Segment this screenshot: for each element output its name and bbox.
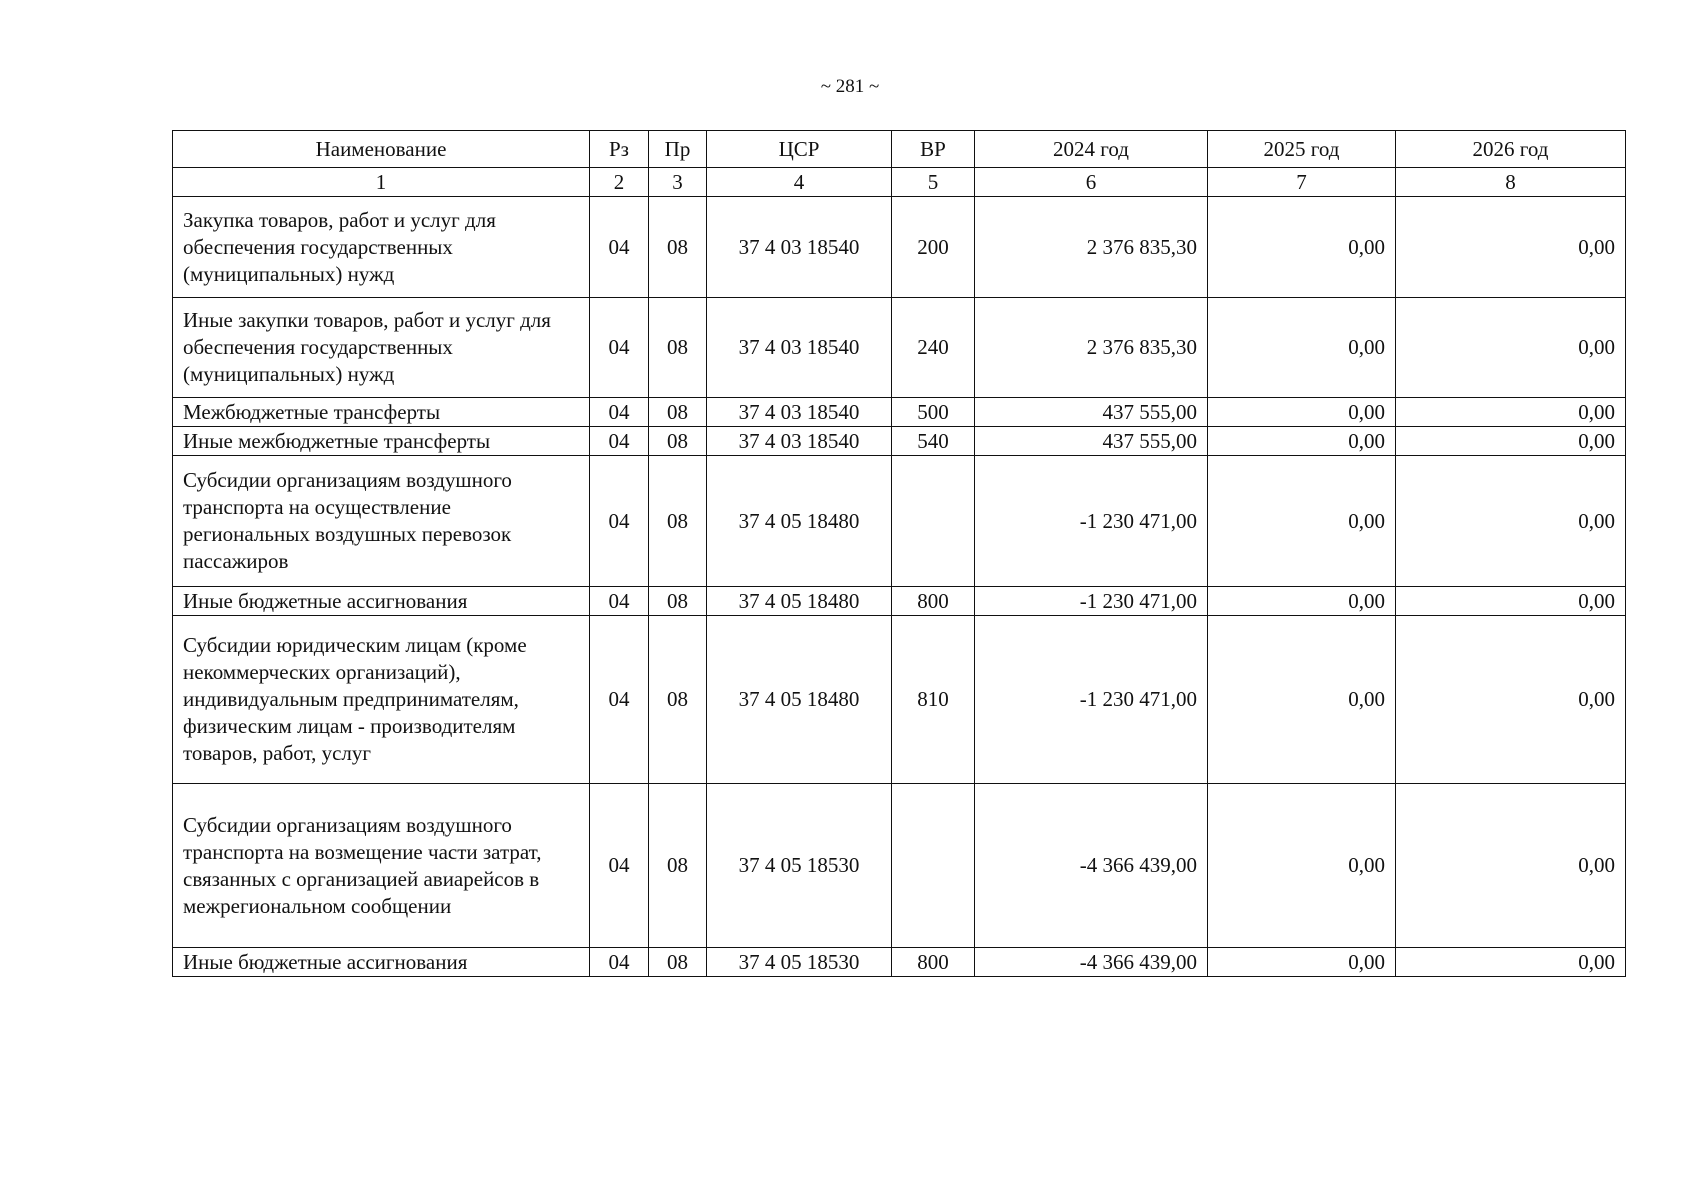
cell-2024: 2 376 835,30	[975, 298, 1208, 398]
col-number: 6	[975, 168, 1208, 197]
cell-name: Субсидии организациям воздушного транспорта на возмещение части затрат, связанных с организацией авиарейсов в межрегиональном сообщении	[173, 784, 590, 948]
table-row	[173, 587, 1626, 616]
table-row	[173, 948, 1626, 977]
cell-2024: -1 230 471,00	[975, 456, 1208, 587]
cell-2025: 0,00	[1208, 784, 1396, 948]
cell-2026: 0,00	[1396, 298, 1626, 398]
cell-2025: 0,00	[1208, 587, 1396, 616]
cell-2024: -4 366 439,00	[975, 784, 1208, 948]
cell-2025: 0,00	[1208, 616, 1396, 784]
cell-name: Иные бюджетные ассигнования	[173, 948, 590, 977]
cell-2026: 0,00	[1396, 456, 1626, 587]
table-row	[173, 398, 1626, 427]
cell-csr: 37 4 05 18530	[707, 784, 892, 948]
cell-2025: 0,00	[1208, 948, 1396, 977]
col-header-2026: 2026 год	[1396, 131, 1626, 168]
col-header-name: Наименование	[173, 131, 590, 168]
table-row	[173, 616, 1626, 784]
cell-vr: 500	[892, 398, 975, 427]
col-number: 3	[649, 168, 707, 197]
cell-name: Иные закупки товаров, работ и услуг для обеспечения государственных (муниципальных) нужд	[173, 298, 590, 398]
col-header-pr: Пр	[649, 131, 707, 168]
table-row	[173, 298, 1626, 398]
cell-rz: 04	[590, 948, 649, 977]
cell-2026: 0,00	[1396, 784, 1626, 948]
col-number: 1	[173, 168, 590, 197]
cell-vr	[892, 784, 975, 948]
table-row	[173, 197, 1626, 298]
cell-pr: 08	[649, 197, 707, 298]
budget-table	[172, 130, 1626, 977]
cell-rz: 04	[590, 298, 649, 398]
col-header-vr: ВР	[892, 131, 975, 168]
cell-vr: 810	[892, 616, 975, 784]
cell-rz: 04	[590, 398, 649, 427]
cell-2024: -1 230 471,00	[975, 616, 1208, 784]
cell-rz: 04	[590, 784, 649, 948]
cell-2024: -4 366 439,00	[975, 948, 1208, 977]
cell-2026: 0,00	[1396, 427, 1626, 456]
cell-name: Межбюджетные трансферты	[173, 398, 590, 427]
col-number: 8	[1396, 168, 1626, 197]
col-header-rz: Рз	[590, 131, 649, 168]
cell-pr: 08	[649, 298, 707, 398]
table-row	[173, 784, 1626, 948]
table-row	[173, 456, 1626, 587]
cell-pr: 08	[649, 948, 707, 977]
cell-vr: 800	[892, 587, 975, 616]
cell-vr: 240	[892, 298, 975, 398]
col-header-2024: 2024 год	[975, 131, 1208, 168]
column-number-row	[173, 168, 1626, 197]
cell-name: Закупка товаров, работ и услуг для обеспечения государственных (муниципальных) нужд	[173, 197, 590, 298]
cell-name: Субсидии юридическим лицам (кроме некоммерческих организаций), индивидуальным предпринимателям, физическим лицам - производителям товаров, работ, услуг	[173, 616, 590, 784]
col-number: 4	[707, 168, 892, 197]
cell-csr: 37 4 03 18540	[707, 298, 892, 398]
cell-2026: 0,00	[1396, 197, 1626, 298]
cell-pr: 08	[649, 616, 707, 784]
cell-rz: 04	[590, 427, 649, 456]
col-number: 2	[590, 168, 649, 197]
cell-2025: 0,00	[1208, 398, 1396, 427]
cell-csr: 37 4 05 18480	[707, 616, 892, 784]
cell-vr: 200	[892, 197, 975, 298]
cell-csr: 37 4 03 18540	[707, 398, 892, 427]
cell-2026: 0,00	[1396, 616, 1626, 784]
cell-2024: 437 555,00	[975, 398, 1208, 427]
cell-csr: 37 4 03 18540	[707, 427, 892, 456]
cell-2026: 0,00	[1396, 587, 1626, 616]
cell-2024: 437 555,00	[975, 427, 1208, 456]
cell-vr	[892, 456, 975, 587]
cell-vr: 540	[892, 427, 975, 456]
cell-2026: 0,00	[1396, 398, 1626, 427]
header-row	[173, 131, 1626, 168]
cell-csr: 37 4 05 18480	[707, 587, 892, 616]
cell-2025: 0,00	[1208, 298, 1396, 398]
cell-name: Иные межбюджетные трансферты	[173, 427, 590, 456]
cell-2024: -1 230 471,00	[975, 587, 1208, 616]
cell-pr: 08	[649, 784, 707, 948]
cell-rz: 04	[590, 616, 649, 784]
cell-2025: 0,00	[1208, 197, 1396, 298]
page-number: ~ 281 ~	[820, 76, 880, 97]
col-header-2025: 2025 год	[1208, 131, 1396, 168]
cell-pr: 08	[649, 456, 707, 587]
cell-name: Субсидии организациям воздушного транспорта на осуществление региональных воздушных перевозок пассажиров	[173, 456, 590, 587]
cell-rz: 04	[590, 197, 649, 298]
table-row	[173, 427, 1626, 456]
cell-2025: 0,00	[1208, 427, 1396, 456]
cell-pr: 08	[649, 587, 707, 616]
cell-name: Иные бюджетные ассигнования	[173, 587, 590, 616]
cell-2024: 2 376 835,30	[975, 197, 1208, 298]
cell-vr: 800	[892, 948, 975, 977]
cell-pr: 08	[649, 427, 707, 456]
cell-rz: 04	[590, 587, 649, 616]
cell-csr: 37 4 03 18540	[707, 197, 892, 298]
col-header-csr: ЦСР	[707, 131, 892, 168]
cell-rz: 04	[590, 456, 649, 587]
cell-csr: 37 4 05 18480	[707, 456, 892, 587]
cell-csr: 37 4 05 18530	[707, 948, 892, 977]
cell-2026: 0,00	[1396, 948, 1626, 977]
col-number: 7	[1208, 168, 1396, 197]
cell-2025: 0,00	[1208, 456, 1396, 587]
cell-pr: 08	[649, 398, 707, 427]
col-number: 5	[892, 168, 975, 197]
